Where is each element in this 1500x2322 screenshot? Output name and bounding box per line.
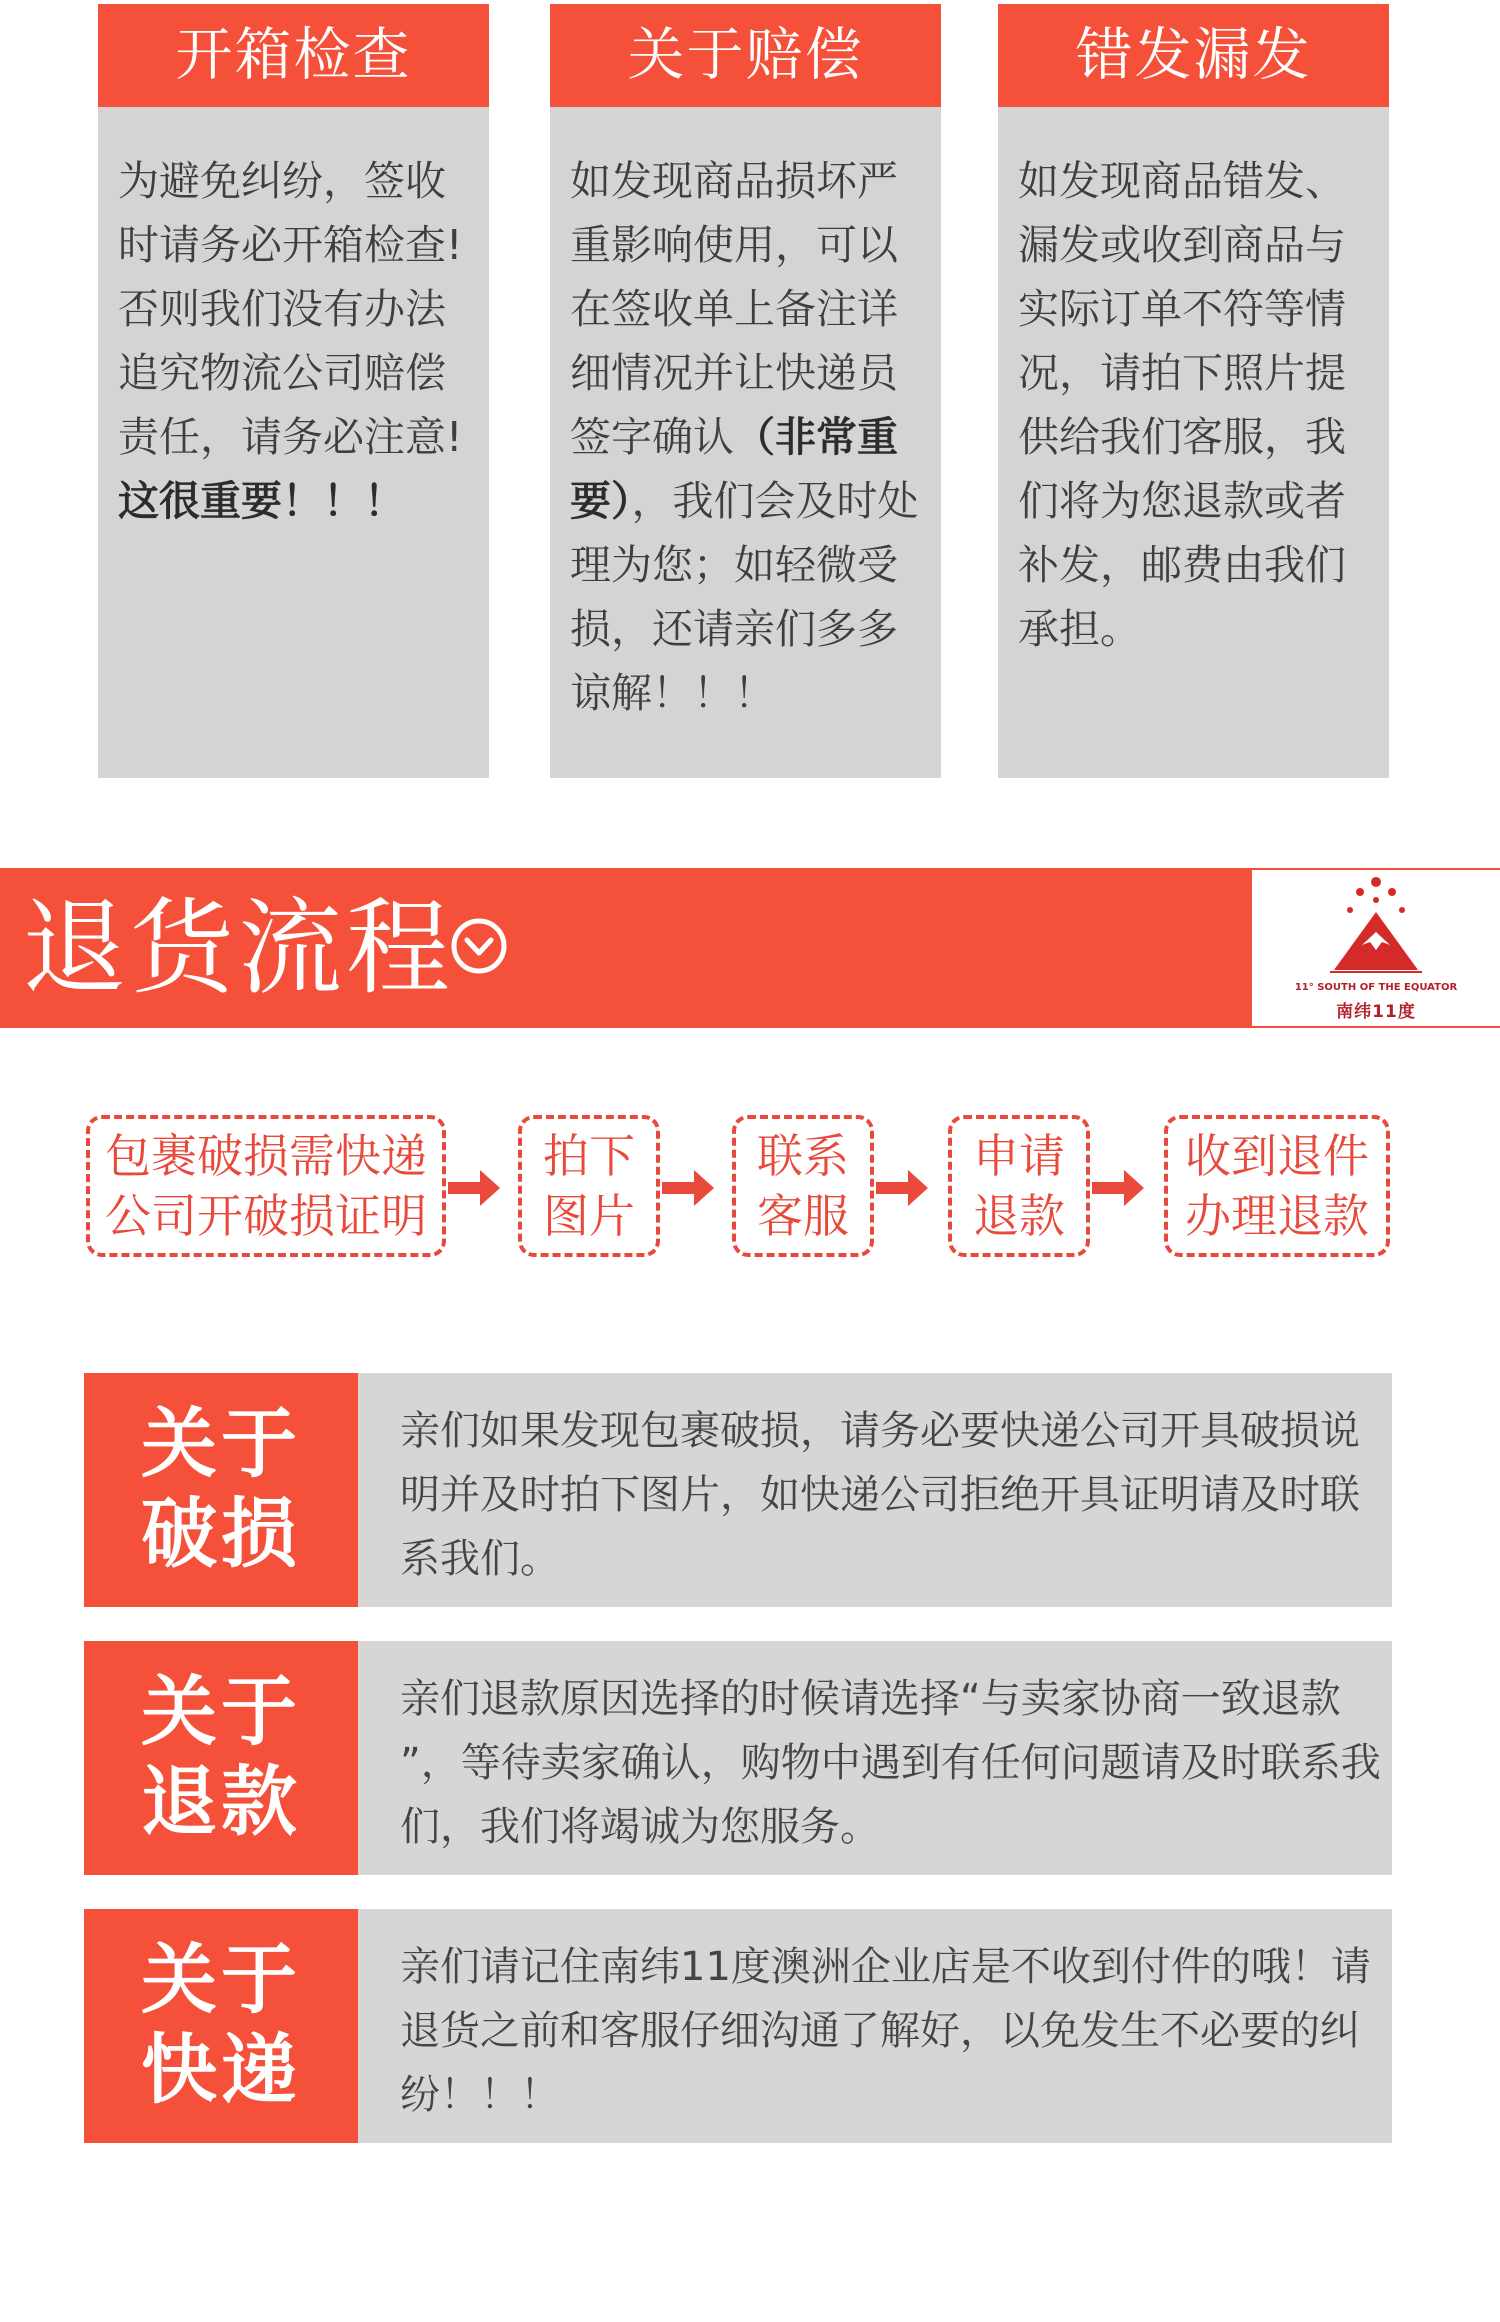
info-text: 亲们退款原因选择的时候请选择“与卖家协商一致退款 ”，等待卖家确认，购物中遇到有任何问题请及时联系我们，我们将竭诚为您服务。 (400, 1676, 1381, 1850)
card-text-emphasis: （非常重要） (570, 413, 898, 525)
info-tag-line-1: 关于 (141, 1667, 301, 1756)
info-tag (84, 1909, 358, 2143)
step-line-1: 联系 (757, 1129, 849, 1183)
card-text-main: 如发现商品错发、漏发或收到商品与实际订单不符等情况，请拍下照片提供给我们客服，我们将为您退款或者补发，邮费由我们承担。 (1018, 157, 1346, 653)
info-refund (84, 1641, 1392, 1875)
step-apply-refund (948, 1115, 1090, 1257)
info-tag-line-2: 退款 (141, 1757, 301, 1846)
step-take-photos (518, 1115, 660, 1257)
step-line-2: 客服 (757, 1189, 849, 1243)
info-text: 亲们如果发现包裹破损，请务必要快递公司开具破损说明并及时拍下图片，如快递公司拒绝开具证明请及时联系我们。 (400, 1408, 1360, 1582)
step-line-2: 退款 (973, 1189, 1065, 1243)
chevron-down-circle-icon (450, 917, 508, 975)
arrow-right-icon (446, 1168, 502, 1208)
card-text (550, 107, 941, 725)
info-tag-line-2: 快递 (141, 2025, 301, 2114)
info-text: 亲们请记住南纬11度澳洲企业店是不收到付件的哦！请退货之前和客服仔细沟通了解好，以免发生不必要的纠纷！！！ (400, 1944, 1371, 2118)
info-tag-line-1: 关于 (141, 1399, 301, 1488)
step-line-1: 申请 (973, 1129, 1065, 1183)
info-tag-line-2: 破损 (141, 1489, 301, 1578)
info-courier (84, 1909, 1392, 2143)
step-line-1: 包裹破损需快递 (105, 1129, 427, 1183)
card-title: 关于赔偿 (550, 4, 941, 107)
step-line-2: 公司开破损证明 (105, 1189, 427, 1243)
brand-logo (1252, 868, 1500, 1028)
card-text-emphasis: 这很重要！！！ (118, 477, 405, 525)
arrow-right-icon (1090, 1168, 1146, 1208)
card-title: 开箱检查 (98, 4, 489, 107)
card-text (98, 107, 489, 533)
banner-title: 退货流程 (22, 887, 455, 1009)
info-tag (84, 1641, 358, 1875)
step-line-1: 收到退件 (1185, 1129, 1369, 1183)
step-contact-service (732, 1115, 874, 1257)
info-tag (84, 1373, 358, 1607)
step-line-2: 图片 (543, 1189, 635, 1243)
card-unbox-check (98, 4, 489, 778)
info-tag-line-1: 关于 (141, 1935, 301, 2024)
logo-mountain-icon (1252, 870, 1500, 980)
card-title: 错发漏发 (998, 4, 1389, 107)
card-wrong-shipment (998, 4, 1389, 778)
step-courier-proof (86, 1115, 446, 1257)
step-line-2: 办理退款 (1185, 1189, 1369, 1243)
arrow-right-icon (874, 1168, 930, 1208)
arrow-right-icon (660, 1168, 716, 1208)
card-text-main: 如发现商品损坏严重影响使用，可以在签收单上备注详细情况并让快递员签字确认 (570, 157, 898, 461)
card-text-main: 为避免纠纷，签收时请务必开箱检查!否则我们没有办法追究物流公司赔偿责任，请务必注意! (118, 157, 463, 461)
card-compensation (550, 4, 941, 778)
step-line-1: 拍下 (543, 1129, 635, 1183)
logo-chinese-text: 南纬11度 (1336, 1002, 1416, 1022)
card-text (998, 107, 1389, 661)
card-text-tail: ，我们会及时处理为您；如轻微受损，还请亲们多多谅解！！！ (570, 477, 919, 717)
logo-english-text: 11° SOUTH OF THE EQUATOR (1294, 982, 1458, 993)
step-receive-refund (1164, 1115, 1390, 1257)
info-damage (84, 1373, 1392, 1607)
